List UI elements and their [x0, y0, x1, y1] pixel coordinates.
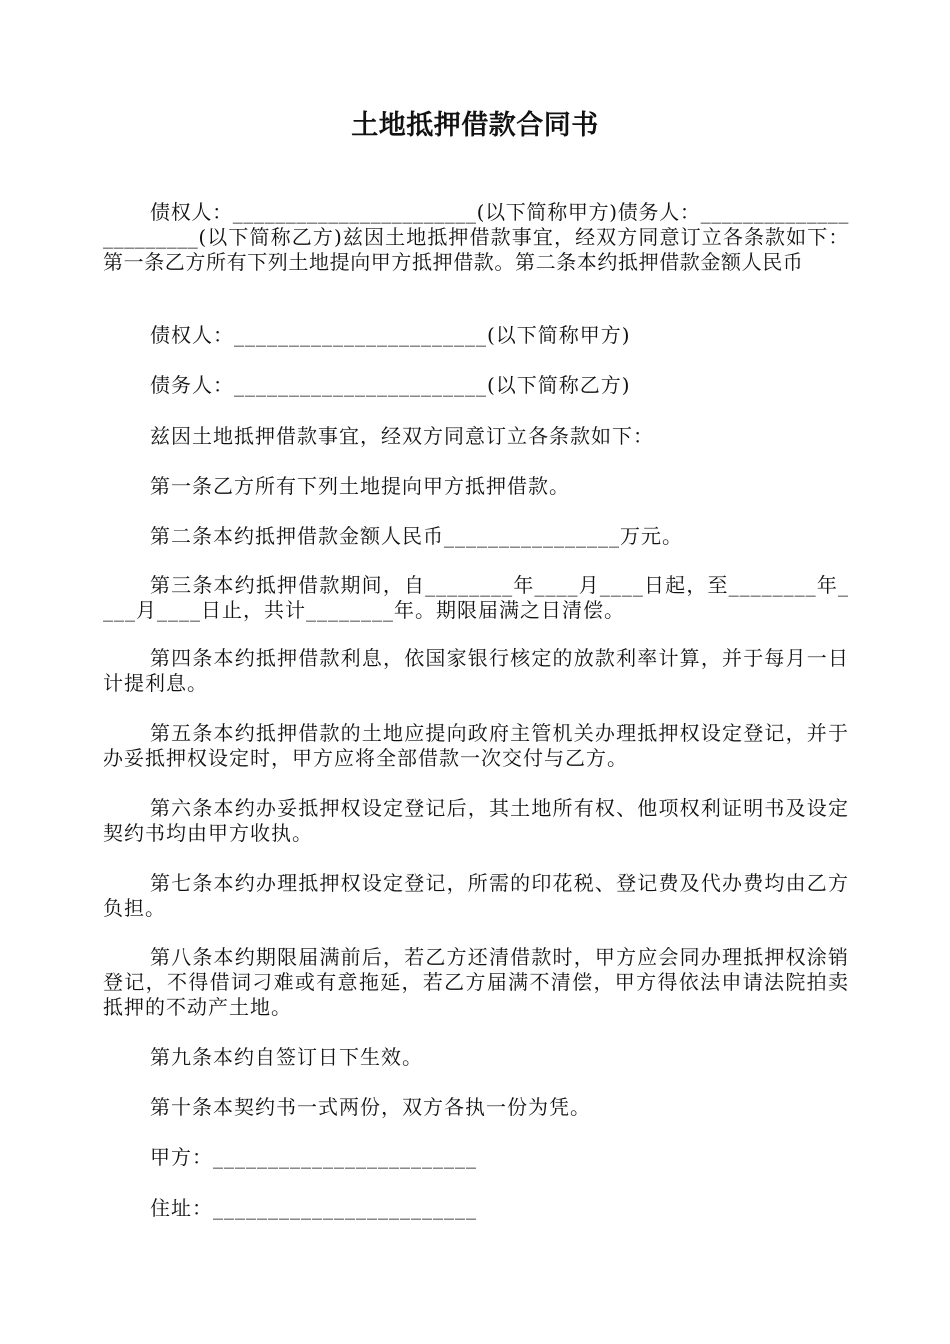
- clause-3: 第三条本约抵押借款期间，自________年____月____日起，至________年____月____日止，共计________年。期限届满之日清偿。: [103, 573, 849, 622]
- clause-1: 第一条乙方所有下列土地提向甲方抵押借款。: [150, 474, 570, 498]
- clause-2: 第二条本约抵押借款金额人民币________________万元。: [150, 524, 683, 548]
- clause-7: 第七条本约办理抵押权设定登记，所需的印花税、登记费及代办费均由乙方负担。: [103, 871, 849, 920]
- paragraph-debtor: 债务人：_______________________(以下简称乙方): [150, 373, 631, 397]
- paragraph-preamble: 兹因土地抵押借款事宜，经双方同意订立各条款如下：: [150, 424, 654, 448]
- signature-party-a: 甲方：________________________: [150, 1145, 477, 1169]
- signature-address: 住址：________________________: [150, 1196, 477, 1220]
- clause-9: 第九条本约自签订日下生效。: [150, 1045, 423, 1069]
- clause-4: 第四条本约抵押借款利息，依国家银行核定的放款利率计算，并于每月一日计提利息。: [103, 646, 849, 695]
- clause-6: 第六条本约办妥抵押权设定登记后，其土地所有权、他项权利证明书及设定契约书均由甲方收执。: [103, 796, 849, 845]
- clause-8: 第八条本约期限届满前后，若乙方还清借款时，甲方应会同办理抵押权涂销登记，不得借词刁难或有意拖延，若乙方届满不清偿，甲方得依法申请法院拍卖抵押的不动产土地。: [103, 945, 849, 1019]
- clause-10: 第十条本契约书一式两份，双方各执一份为凭。: [150, 1095, 591, 1119]
- document-title: 土地抵押借款合同书: [351, 110, 599, 141]
- clause-5: 第五条本约抵押借款的土地应提向政府主管机关办理抵押权设定登记，并于办妥抵押权设定时，甲方应将全部借款一次交付与乙方。: [103, 721, 849, 770]
- paragraph-creditor: 债权人：_______________________(以下简称甲方): [150, 323, 631, 347]
- paragraph-intro: 债权人：_______________________(以下简称甲方)债务人：_______________________(以下简称乙方)兹因土地抵押借款事宜，经双方同意订立各条款如下：第一条乙方所有下列土地提向甲方抵押借款。第二条本约抵押借款金额人民币: [103, 200, 849, 274]
